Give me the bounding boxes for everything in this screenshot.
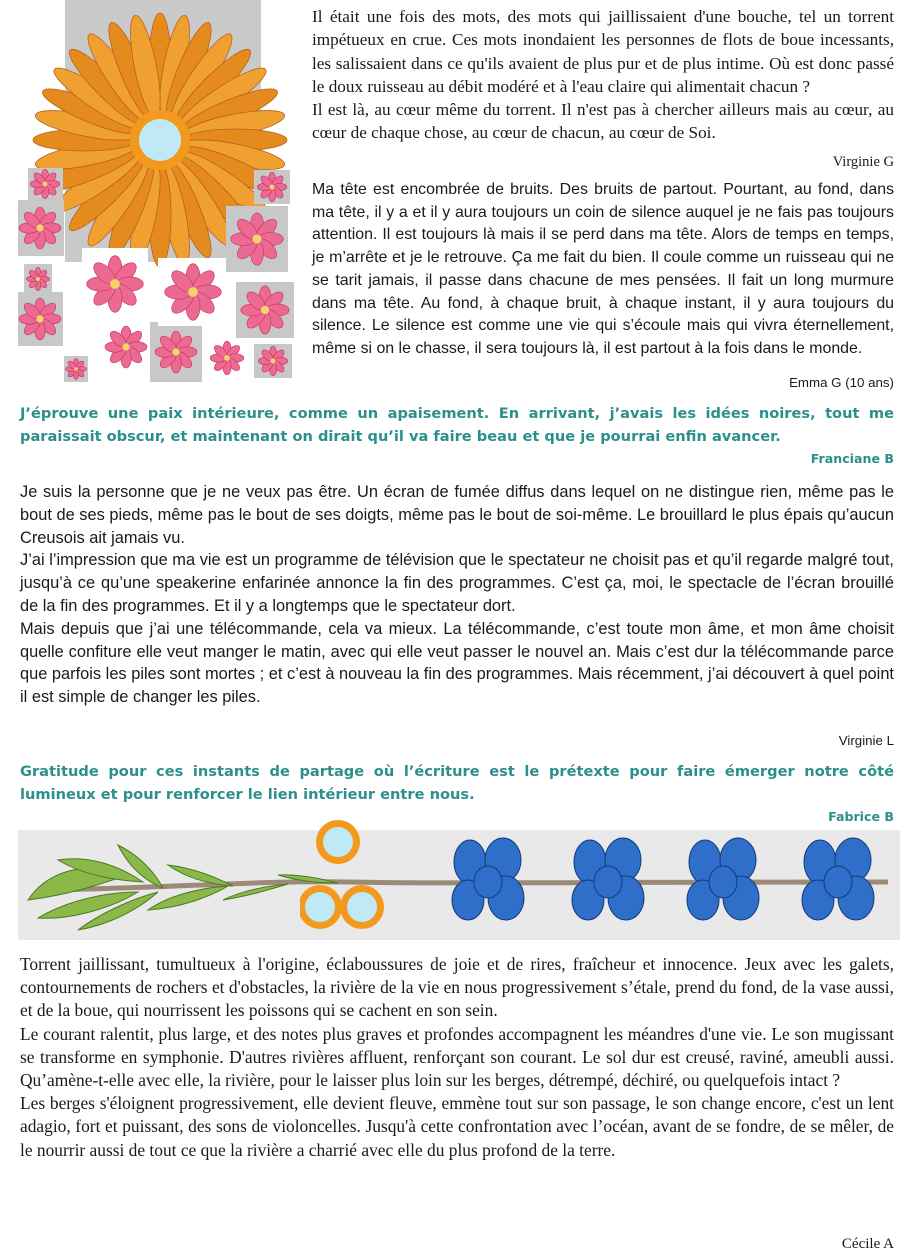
author-signature: Fabrice B [828, 809, 894, 824]
vine-banner [18, 830, 900, 940]
author-signature: Virginie L [838, 733, 894, 748]
pink-flower-tile [236, 282, 294, 338]
orange-rings-icon [300, 812, 400, 937]
author-signature: Cécile A [841, 1236, 894, 1252]
pink-flower-tile [254, 344, 292, 378]
pink-flower-tile [18, 292, 63, 346]
paragraph: J’éprouve une paix intérieure, comme un apaisement. En arrivant, j’avais les idées noires, tout me paraissait obscur, et maintenant on dirait qu’il va faire beau et que je pourrai enfin avancer. [20, 405, 894, 445]
quote-franciane-b [20, 402, 894, 448]
pink-flower-tile [204, 338, 250, 378]
paragraph: Le courant ralentit, plus large, et des notes plus graves et profondes accompagnent les méandres d'une vie. Le son mugissant se transforme en symphonie. D'autres rivières affluent, renforçant son courant. Le sol dur est creusé, raviné, ameubli aussi. Qu’amène-t-elle avec elle, la rivière, pour le laisser plus loin sur les berges, détrempé, déchiré, ou quelquefois intact ? [20, 1023, 894, 1091]
paragraph: J’ai l’impression que ma vie est un programme de télévision que le spectateur ne choisit pas et qu’il regarde malgré tout, jusqu’à ce qu’une speakerine enfarinée annonce la fin des programmes. C’est ça, moi, le spectacle de l’écran brouillé de la fin des programmes. Et il y a longtemps que le spectateur dort. [20, 551, 894, 615]
flower-collage [18, 0, 296, 385]
pink-flower-tile [254, 170, 290, 204]
pink-flower-tile [100, 322, 152, 372]
paragraph: Les berges s'éloignent progressivement, elle devient fleuve, emmène tout sur son passage, le son change encore, c'est un lent adagio, fort et puissant, des sons de violoncelles. Jusqu'à cette confrontation avec l’océan, avant de se fondre, de se mêler, de le nourrir aussi de tout ce que la rivière a charrié avec elle du plus profond de la terre. [20, 1093, 894, 1160]
paragraph: Torrent jaillissant, tumultueux à l'origine, éclaboussures de joie et de rires, fraîcheur et innocence. Jeux avec les galets, contournements de rochers et d'obstacles, la rivière de la vie en nous progressivement s’étale, prend du fond, de la vase aussi, et de la boue, qui nourrissent les poissons qui se cachent en son sein. [20, 954, 894, 1021]
pink-flower-tile [158, 258, 228, 326]
quote-fabrice-b [20, 760, 894, 806]
paragraph: Ma tête est encombrée de bruits. Des bruits de partout. Pourtant, au fond, dans ma tête, il y a et il y aura toujours un coin de silence auquel je ne fais pas toujours attention. Il est toujours là mais il se perd dans ma tête. Alors de temps en temps, je m’arrête et je le retrouve. Ça me fait du bien. Il coule comme un ruisseau qui ne se tarit jamais, il passe dans chacune de mes pensées. Il fait un long murmure dans ma tête. Au fond, à chaque bruit, à chaque instant, il y aura toujours du silence. Le silence est comme une vie qui s’écoule mais qui vivra éternellement, même si on le chasse, il sera toujours là, il est partout à la fois dans le monde. [312, 181, 894, 357]
text-cecile-a [20, 953, 894, 1162]
author-signature: Franciane B [810, 451, 894, 466]
pink-flower-tile [28, 168, 63, 201]
pink-flower-tile [82, 248, 148, 320]
poem-virginie-g [312, 5, 894, 145]
paragraph: Je suis la personne que je ne veux pas être. Un écran de fumée diffus dans lequel on ne distingue rien, même pas le bout de ses pieds, même pas le bout de ses doigts, même pas le bout de soi-même. Le brouillard le plus épais qu’aucun Creusois ait jamais vu. [20, 483, 894, 547]
author-signature: Emma G (10 ans) [789, 375, 894, 390]
paragraph: Il était une fois des mots, des mots qui jaillissaient d'une bouche, tel un torrent impétueux en crue. Ces mots inondaient les personnes de flots de boue incessants, les salissaient dans ce qu'ils avaient de plus pur et de plus intime. Où est donc passé le doux ruisseau au débit modéré et à l'eau claire qui alimentait chacun ? [312, 7, 894, 96]
pink-flower-tile [64, 356, 88, 382]
pink-flower-tile [150, 322, 202, 382]
pink-flower-tile [18, 200, 64, 256]
text-emma-g [312, 179, 894, 361]
paragraph: Gratitude pour ces instants de partage où l’écriture est le prétexte pour faire émerger notre côté lumineux et pour renforcer le lien intérieur entre nous. [20, 763, 894, 803]
author-signature: Virginie G [832, 154, 894, 170]
pink-flower-tile [226, 206, 288, 272]
pink-flower-tile [24, 264, 52, 294]
vine-banner-image [18, 830, 900, 940]
paragraph: Il est là, au cœur même du torrent. Il n'est pas à chercher ailleurs mais au cœur, au cœur de chaque chose, au cœur de chacun, au cœur de Soi. [312, 100, 894, 143]
text-virginie-l [20, 481, 894, 709]
paragraph: Mais depuis que j’ai une télécommande, cela va mieux. La télécommande, c’est toute mon âme, et mon âme choisit quelle confiture elle veut manger le matin, avec qui elle veut passer le nouvel an. Mais c’est dur la télécommande parce que parfois les piles sont mortes ; et c’est à nouveau la fin des programmes. Mais récemment, j’ai découvert à quel point il est simple de changer les piles. [20, 619, 894, 707]
